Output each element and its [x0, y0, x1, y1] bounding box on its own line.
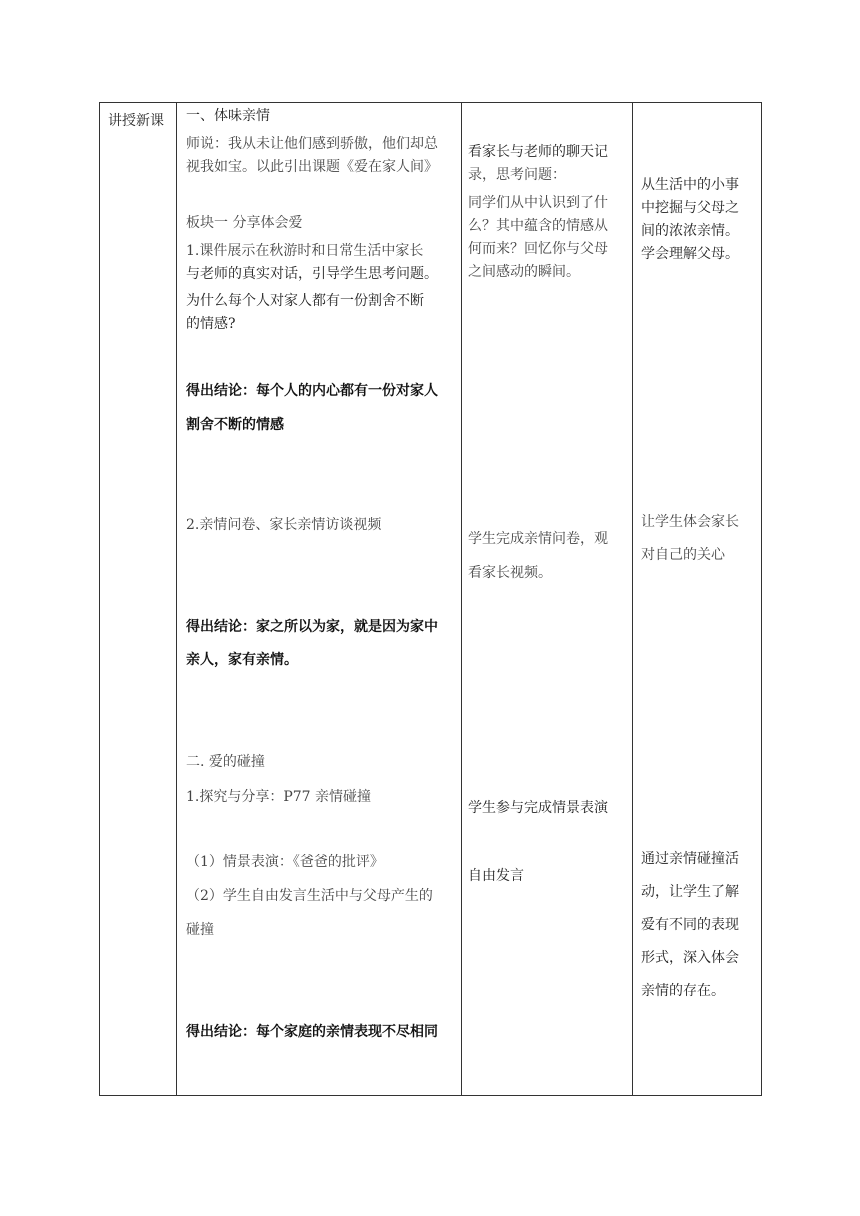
item-1-line: 1.课件展示在秋游时和日常生活中家长: [186, 243, 424, 259]
heading-2: 二. 爱的碰撞: [186, 754, 265, 770]
conclusion-1: 得出结论：每个人的内心都有一份对家人: [186, 383, 438, 399]
intro-line: 视我如宝。以此引出课题《爱在家人间》: [186, 159, 438, 175]
design-intent-1: 学会理解父母。: [641, 246, 739, 262]
item-1-line: 的情感?: [186, 316, 236, 332]
heading-1: 一、体味亲情: [186, 108, 270, 124]
item-1-line: 与老师的真实对话，引导学生思考问题。: [186, 266, 438, 282]
student-activity-1: 看家长与老师的聊天记: [468, 144, 608, 160]
design-intent-3: 动，让学生了解: [641, 884, 739, 900]
column-divider: [176, 103, 177, 1095]
item-1-line: 为什么每个人对家人都有一份割舍不断: [186, 293, 424, 309]
student-activity-2: 同学们从中认识到了什: [468, 195, 608, 211]
conclusion-1: 割舍不断的情感: [186, 417, 284, 433]
section-label: 讲授新课: [108, 113, 164, 129]
conclusion-2: 亲人，家有亲情。: [186, 652, 298, 668]
design-intent-2: 对自己的关心: [641, 547, 725, 563]
design-intent-1: 中挖掘与父母之: [641, 200, 739, 216]
design-intent-2: 让学生体会家长: [641, 514, 739, 530]
column-divider: [461, 103, 462, 1095]
sub-item-2: （2）学生自由发言生活中与父母产生的: [186, 888, 433, 904]
conclusion-3: 得出结论：每个家庭的亲情表现不尽相同: [186, 1024, 438, 1040]
sub-item-2: 碰撞: [186, 922, 214, 938]
student-activity-3: 看家长视频。: [468, 565, 552, 581]
student-activity-2: 么？其中蕴含的情感从: [468, 218, 608, 234]
design-intent-3: 形式，深入体会: [641, 950, 739, 966]
student-activity-3: 学生完成亲情问卷，观: [468, 531, 608, 547]
student-activity-2: 何而来？回忆你与父母: [468, 241, 608, 257]
student-activity-4: 学生参与完成情景表演: [468, 800, 608, 816]
intro-line: 师说：我从未让他们感到骄傲，他们却总: [186, 136, 438, 152]
student-activity-2: 之间感动的瞬间。: [468, 264, 580, 280]
sub-item-1: （1）情景表演：《爸爸的批评》: [186, 854, 384, 870]
conclusion-2: 得出结论：家之所以为家，就是因为家中: [186, 619, 438, 635]
design-intent-3: 通过亲情碰撞活: [641, 851, 739, 867]
design-intent-3: 亲情的存在。: [641, 983, 725, 999]
design-intent-1: 间的浓浓亲情。: [641, 223, 739, 239]
design-intent-3: 爱有不同的表现: [641, 917, 739, 933]
item-2: 2.亲情问卷、家长亲情访谈视频: [186, 517, 382, 533]
student-activity-1: 录，思考问题：: [468, 167, 566, 183]
column-divider: [632, 103, 633, 1095]
design-intent-1: 从生活中的小事: [641, 177, 739, 193]
item-3: 1.探究与分享：P77 亲情碰撞: [186, 789, 372, 805]
block-title: 板块一 分享体会爱: [186, 215, 303, 231]
student-activity-5: 自由发言: [468, 868, 524, 884]
